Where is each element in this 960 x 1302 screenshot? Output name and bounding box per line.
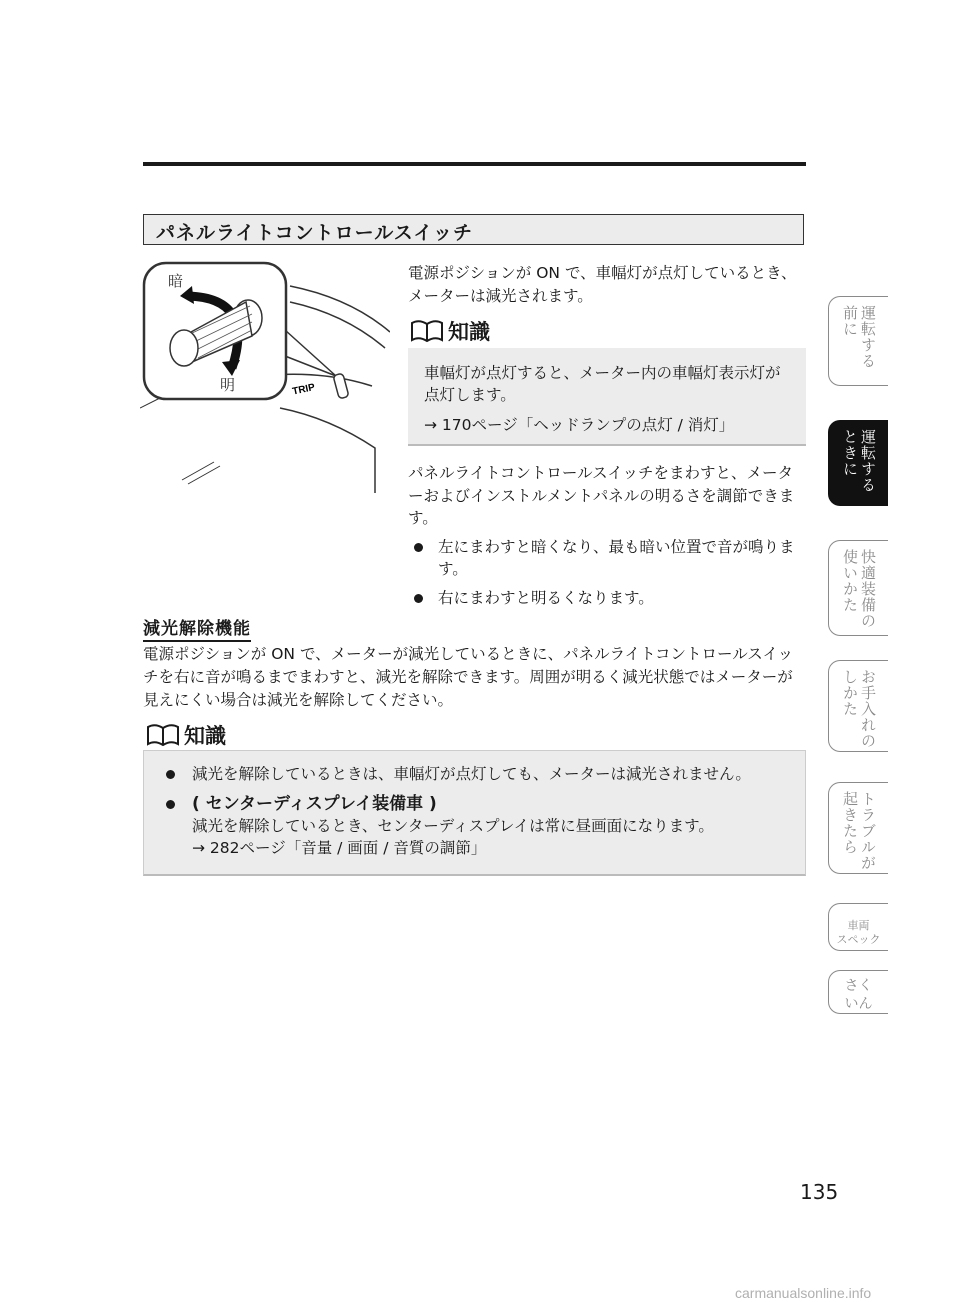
intro-text: 電源ポジションが ON で、車幅灯が点灯しているとき、メーターは減光されます。 (408, 264, 797, 305)
label-dark: 暗 (168, 272, 184, 290)
trip-label: TRIP (291, 382, 317, 398)
knowledge-box-2 (143, 750, 806, 876)
knowledge-label-1: 知識 (448, 320, 490, 344)
knowledge-2-bullet-2-ref: → 282ページ「音量 / 画面 / 音質の調節」 (192, 839, 487, 857)
description-text: パネルライトコントロールスイッチをまわすと、メーターおよびインストルメントパネルの明るさを調節できます。 (408, 464, 795, 527)
watermark[interactable]: carmanualsonline.info (735, 1285, 872, 1301)
bullet-item: 右にまわすと明るくなります。 (408, 587, 806, 610)
body-paragraph-text: 電源ポジションが ON で、メーターが減光しているときに、パネルライトコントロールスイッチを右に音が鳴るまでまわすと、減光を解除できます。周囲が明るく減光状態ではメーターが見えにくい場合は減光を解除してください。 (143, 645, 794, 709)
knowledge-1-ref: → 170ページ「ヘッドランプの点灯 / 消灯」 (424, 416, 735, 434)
knowledge-1-text: 車幅灯が点灯すると、メーター内の車幅灯表示灯が点灯します。 (424, 364, 781, 404)
knowledge-heading-1 (410, 316, 490, 346)
section-header (143, 214, 804, 245)
knowledge-2-bullet-2-title: ( センターディスプレイ装備車 ) (160, 793, 789, 815)
knowledge-label-2: 知識 (184, 724, 226, 748)
knowledge-heading-2 (146, 720, 226, 750)
tab-index[interactable]: さく いん (828, 970, 888, 1014)
knowledge-2-bullet-2-text: 減光を解除しているとき、センターディスプレイは常に昼画面になります。 (192, 817, 714, 835)
subheading: 減光解除機能 (143, 614, 251, 642)
panel-light-switch-illustration (140, 258, 390, 498)
knowledge-box-1 (408, 348, 806, 446)
tab-maintenance[interactable]: お手入れの しかた (828, 660, 888, 752)
description (408, 462, 806, 609)
label-bright: 明 (220, 376, 236, 394)
tab-vehicle-specs[interactable]: 車両 スペック (828, 903, 888, 951)
book-icon (410, 319, 444, 343)
body-paragraph (143, 643, 806, 712)
tab-troubleshooting[interactable]: トラブルが 起きたら (828, 782, 888, 874)
top-rule (143, 162, 806, 166)
tab-before-driving[interactable]: 運転する 前に (828, 296, 888, 386)
page-number: 135 (800, 1180, 839, 1204)
bullet-item: 左にまわすと暗くなり、最も暗い位置で音が鳴ります。 (408, 536, 806, 581)
section-title: パネルライトコントロールスイッチ (156, 222, 473, 244)
knowledge-2-bullet-1: 減光を解除しているときは、車幅灯が点灯しても、メーターは減光されません。 (160, 763, 789, 785)
book-icon (146, 723, 180, 747)
tab-while-driving[interactable]: 運転する ときに (828, 420, 888, 506)
tab-comfort-equipment[interactable]: 快適装備の 使いかた (828, 540, 888, 636)
